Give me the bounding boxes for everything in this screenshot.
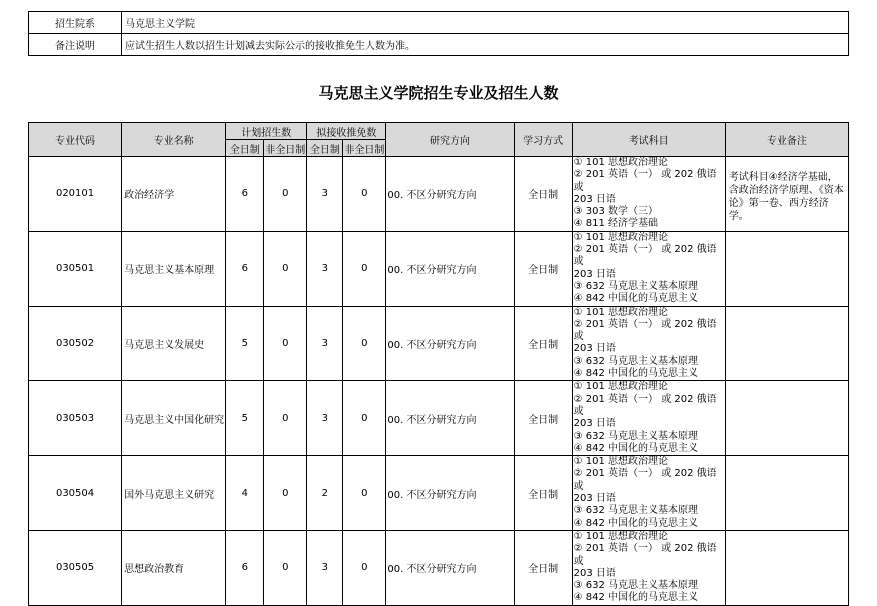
header-name: 专业名称: [122, 123, 226, 157]
subject-line: ② 201 英语（一） 或 202 俄语 或: [573, 393, 717, 417]
subject-line: ④ 842 中国化的马克思主义: [573, 592, 699, 604]
plan-part-time: 0: [264, 157, 307, 232]
subject-line: ③ 303 数学（三）: [573, 206, 659, 218]
plan-part-time: 0: [264, 306, 307, 381]
subject-line: ③ 632 马克思主义基本原理: [573, 580, 699, 592]
subject-line: 203 日语: [573, 493, 616, 505]
exempt-full-time: 3: [307, 231, 343, 306]
plan-full-time: 6: [226, 530, 264, 605]
research-direction: 00. 不区分研究方向: [386, 231, 514, 306]
plan-part-time: 0: [264, 381, 307, 456]
header-row: [29, 123, 849, 140]
subject-line: ③ 632 马克思主义基本原理: [573, 430, 699, 442]
table-row: [29, 381, 849, 456]
table-row: [29, 306, 849, 381]
header-plan: 计划招生数: [226, 123, 307, 140]
program-remark: [725, 231, 848, 306]
header-plan-part-time: 非全日制: [264, 140, 307, 157]
info-table: [28, 11, 849, 56]
exempt-part-time: 0: [343, 157, 386, 232]
header-exempt-full-time: 全日制: [307, 140, 343, 157]
table-row: [29, 231, 849, 306]
subject-line: 203 日语: [573, 418, 616, 430]
subject-line: ④ 842 中国化的马克思主义: [573, 368, 699, 380]
department-label: 招生院系: [29, 12, 122, 34]
exempt-part-time: 0: [343, 306, 386, 381]
subject-line: ① 101 思想政治理论: [573, 381, 669, 393]
exempt-part-time: 0: [343, 456, 386, 531]
subject-line: ① 101 思想政治理论: [573, 456, 669, 468]
subject-line: ④ 842 中国化的马克思主义: [573, 517, 699, 529]
program-name: 政治经济学: [122, 157, 226, 232]
table-row: [29, 456, 849, 531]
exempt-part-time: 0: [343, 530, 386, 605]
plan-part-time: 0: [264, 456, 307, 531]
subject-line: ④ 842 中国化的马克思主义: [573, 442, 699, 454]
subject-line: ③ 632 马克思主义基本原理: [573, 280, 699, 292]
subject-line: 203 日语: [573, 193, 616, 205]
program-name: 马克思主义基本原理: [122, 231, 226, 306]
subject-line: ③ 632 马克思主义基本原理: [573, 505, 699, 517]
subject-line: ④ 842 中国化的马克思主义: [573, 293, 699, 305]
program-remark: [725, 381, 848, 456]
program-remark: 考试科目④经济学基础，含政治经济学原理、《资本论》第一卷、西方经济学。: [725, 157, 848, 232]
research-direction: 00. 不区分研究方向: [386, 456, 514, 531]
subject-line: ① 101 思想政治理论: [573, 231, 669, 243]
subject-line: ① 101 思想政治理论: [573, 157, 669, 168]
plan-full-time: 6: [226, 157, 264, 232]
table-row: [29, 157, 849, 232]
study-mode: 全日制: [514, 530, 572, 605]
department-row: [29, 12, 849, 34]
note-label: 备注说明: [29, 34, 122, 56]
note-value: 应试生招生人数以招生计划减去实际公示的接收推免生人数为准。: [122, 34, 849, 56]
exam-subjects: [572, 231, 725, 306]
exam-subjects: [572, 306, 725, 381]
research-direction: 00. 不区分研究方向: [386, 381, 514, 456]
subject-line: ② 201 英语（一） 或 202 俄语 或: [573, 318, 717, 343]
program-name: 马克思主义发展史: [122, 306, 226, 381]
exam-subjects: [572, 381, 725, 456]
exempt-full-time: 3: [307, 530, 343, 605]
subject-line: ③ 632 马克思主义基本原理: [573, 355, 699, 367]
page-title: 马克思主义学院招生专业及招生人数: [318, 84, 559, 102]
plan-full-time: 5: [226, 381, 264, 456]
plan-full-time: 6: [226, 231, 264, 306]
exam-subjects: [572, 530, 725, 605]
subject-line: ② 201 英语（一） 或 202 俄语 或: [573, 468, 717, 492]
subject-line: 203 日语: [573, 268, 616, 280]
subject-line: ① 101 思想政治理论: [573, 530, 669, 542]
programs-table: [28, 122, 849, 606]
plan-part-time: 0: [264, 530, 307, 605]
note-row: [29, 34, 849, 56]
program-code: 030502: [29, 306, 122, 381]
plan-part-time: 0: [264, 231, 307, 306]
program-code: 020101: [29, 157, 122, 232]
program-code: 030504: [29, 456, 122, 531]
exempt-full-time: 2: [307, 456, 343, 531]
subject-line: ② 201 英语（一） 或 202 俄语 或: [573, 244, 717, 268]
exempt-part-time: 0: [343, 381, 386, 456]
header-exempt: 拟接收推免数: [307, 123, 386, 140]
research-direction: 00. 不区分研究方向: [386, 306, 514, 381]
table-row: [29, 530, 849, 605]
exam-subjects: [572, 157, 725, 232]
subject-line: 203 日语: [573, 567, 616, 579]
subject-line: 203 日语: [573, 343, 616, 355]
study-mode: 全日制: [514, 157, 572, 232]
plan-full-time: 4: [226, 456, 264, 531]
program-name: 国外马克思主义研究: [122, 456, 226, 531]
header-subjects: 考试科目: [572, 123, 725, 157]
program-remark: [725, 456, 848, 531]
header-exempt-part-time: 非全日制: [343, 140, 386, 157]
exempt-full-time: 3: [307, 381, 343, 456]
program-code: 030503: [29, 381, 122, 456]
department-value: 马克思主义学院: [122, 12, 849, 34]
program-name: 马克思主义中国化研究: [122, 381, 226, 456]
research-direction: 00. 不区分研究方向: [386, 530, 514, 605]
exempt-full-time: 3: [307, 157, 343, 232]
subject-line: ④ 811 经济学基础: [573, 218, 659, 230]
header-remark: 专业备注: [725, 123, 848, 157]
study-mode: 全日制: [514, 381, 572, 456]
exempt-part-time: 0: [343, 231, 386, 306]
subject-line: ① 101 思想政治理论: [573, 306, 669, 318]
study-mode: 全日制: [514, 306, 572, 381]
program-code: 030505: [29, 530, 122, 605]
program-code: 030501: [29, 231, 122, 306]
header-code: 专业代码: [29, 123, 122, 157]
header-direction: 研究方向: [386, 123, 514, 157]
header-study-mode: 学习方式: [514, 123, 572, 157]
plan-full-time: 5: [226, 306, 264, 381]
study-mode: 全日制: [514, 456, 572, 531]
program-remark: [725, 306, 848, 381]
program-name: 思想政治教育: [122, 530, 226, 605]
research-direction: 00. 不区分研究方向: [386, 157, 514, 232]
study-mode: 全日制: [514, 231, 572, 306]
exam-subjects: [572, 456, 725, 531]
subject-line: ② 201 英语（一） 或 202 俄语 或: [573, 543, 717, 567]
program-remark: [725, 530, 848, 605]
header-plan-full-time: 全日制: [226, 140, 264, 157]
exempt-full-time: 3: [307, 306, 343, 381]
subject-line: ② 201 英语（一） 或 202 俄语 或: [573, 169, 717, 193]
